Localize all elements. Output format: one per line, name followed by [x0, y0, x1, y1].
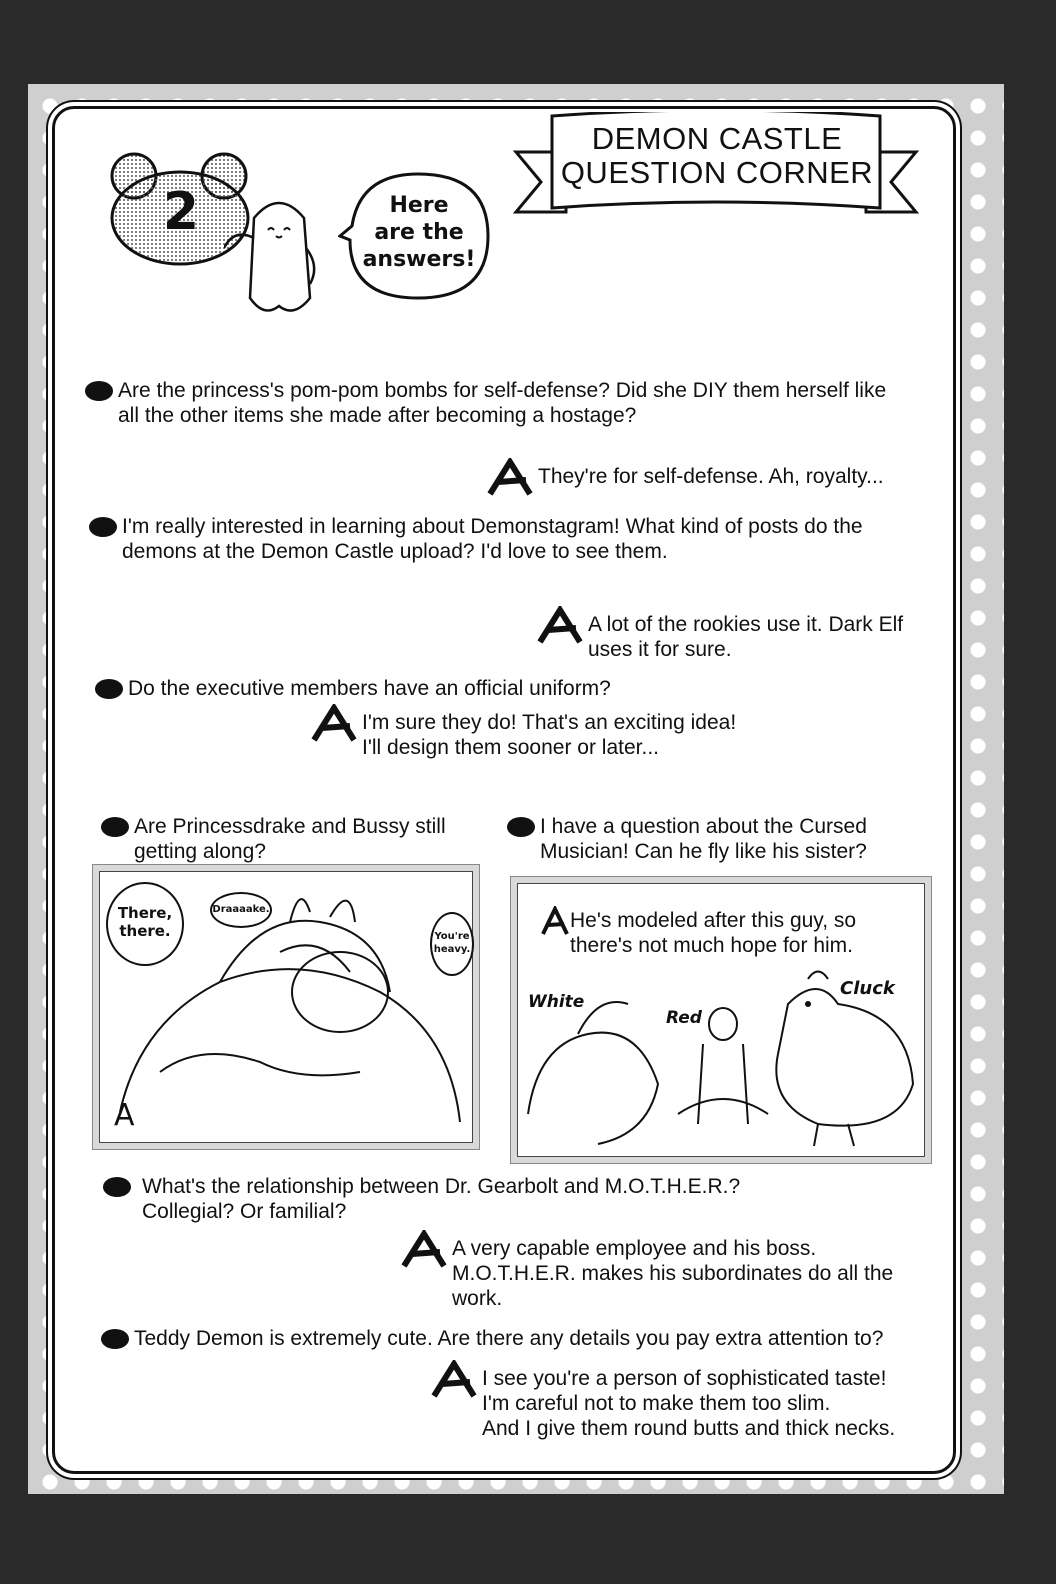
question-5-line2: Musician! Can he fly like his sister?: [540, 840, 867, 863]
panel-bubble-3-line1: You're: [434, 931, 470, 942]
answer-a-icon: [486, 458, 534, 498]
answer-7: [482, 1366, 895, 1441]
question-mark-icon: [102, 1176, 132, 1198]
answer-2-line1: A lot of the rookies use it. Dark Elf: [588, 613, 904, 636]
answer-3: [362, 710, 736, 760]
answer-a-icon: [400, 1230, 448, 1270]
answer-3-line2: I'll design them sooner or later...: [362, 736, 659, 759]
panel-bubble-1-line2: there.: [119, 922, 171, 940]
answer-a-icon: [310, 704, 358, 744]
answer-5-line1: He's modeled after this guy, so: [570, 909, 857, 932]
question-4: [134, 814, 446, 864]
label-red: Red: [666, 1008, 702, 1028]
question-6-line1: What's the relationship between Dr. Gearbolt and M.O.T.H.E.R.?: [142, 1175, 741, 1198]
panel-bubble-3: [430, 912, 474, 976]
panel-bubble-3-line2: heavy.: [433, 944, 471, 955]
illustration-princessdrake: [99, 871, 473, 1143]
illustration-panel-left: [92, 864, 480, 1150]
question-3-line1: Do the executive members have an official uniform?: [128, 677, 611, 700]
answer-7-line3: And I give them round butts and thick necks.: [482, 1417, 896, 1440]
question-6-line2: Collegial? Or familial?: [142, 1200, 347, 1223]
question-4-line2: getting along?: [134, 840, 266, 863]
question-mark-icon: [84, 380, 114, 402]
question-1-line1: Are the princess's pom-pom bombs for self-defense? Did she DIY them herself like: [118, 379, 887, 402]
question-mark-icon: [94, 678, 124, 700]
title-banner: [552, 112, 882, 232]
illustration-cursed-musician: [517, 883, 925, 1157]
question-1-line2: all the other items she made after becoming a hostage?: [118, 404, 637, 427]
answer-a-icon: [430, 1360, 478, 1400]
question-mark-icon: [100, 1328, 130, 1350]
answer-6-line2: M.O.T.H.E.R. makes his subordinates do all the: [452, 1262, 894, 1285]
label-cluck: Cluck: [840, 978, 895, 999]
answer-3-line1: I'm sure they do! That's an exciting idea!: [362, 711, 737, 734]
bubble-line1: Here: [389, 193, 449, 218]
answer-1-line1: They're for self-defense. Ah, royalty...: [538, 465, 884, 488]
answer-7-line2: I'm careful not to make them too slim.: [482, 1392, 831, 1415]
answer-2-line2: uses it for sure.: [588, 638, 732, 661]
teddy-demon-mascot: [224, 188, 334, 333]
question-7: [134, 1326, 883, 1351]
question-7-line1: Teddy Demon is extremely cute. Are there any details you pay extra attention to?: [134, 1327, 884, 1350]
answer-6-line3: work.: [452, 1287, 503, 1310]
label-white: White: [528, 992, 585, 1012]
question-3: [128, 676, 611, 701]
question-2: [122, 514, 863, 564]
answer-6-line1: A very capable employee and his boss.: [452, 1237, 817, 1260]
answer-1: [538, 464, 884, 489]
question-6: [142, 1174, 740, 1224]
question-mark-icon: [100, 816, 130, 838]
panel-answer-mark: A: [114, 1098, 135, 1133]
question-1: [118, 378, 886, 428]
bubble-line2: are the: [374, 220, 464, 245]
panel-bubble-2: Draaaake.: [210, 892, 272, 928]
question-4-line1: Are Princessdrake and Bussy still: [134, 815, 446, 838]
bubble-line3: answers!: [362, 247, 476, 272]
question-2-line1: I'm really interested in learning about Demonstagram! What kind of posts do the: [122, 515, 863, 538]
question-2-line2: demons at the Demon Castle upload? I'd love to see them.: [122, 540, 668, 563]
illustration-panel-right: [510, 876, 932, 1164]
banner-title-line1: DEMON CASTLE: [591, 121, 843, 156]
question-mark-icon: [506, 816, 536, 838]
panel-bubble-1: [106, 882, 184, 966]
question-mark-icon: [88, 516, 118, 538]
answer-5-line2: there's not much hope for him.: [570, 934, 853, 957]
answer-a-icon: [536, 606, 584, 646]
question-5-line1: I have a question about the Cursed: [540, 815, 867, 838]
speech-bubble: [344, 170, 494, 310]
answer-2: [588, 612, 903, 662]
bear-number: 2: [162, 182, 200, 242]
answer-6: [452, 1236, 893, 1311]
panel-bubble-1-line1: There,: [117, 904, 173, 922]
question-5: [540, 814, 867, 864]
banner-title-line2: QUESTION CORNER: [560, 155, 874, 190]
answer-7-line1: I see you're a person of sophisticated taste!: [482, 1367, 887, 1390]
